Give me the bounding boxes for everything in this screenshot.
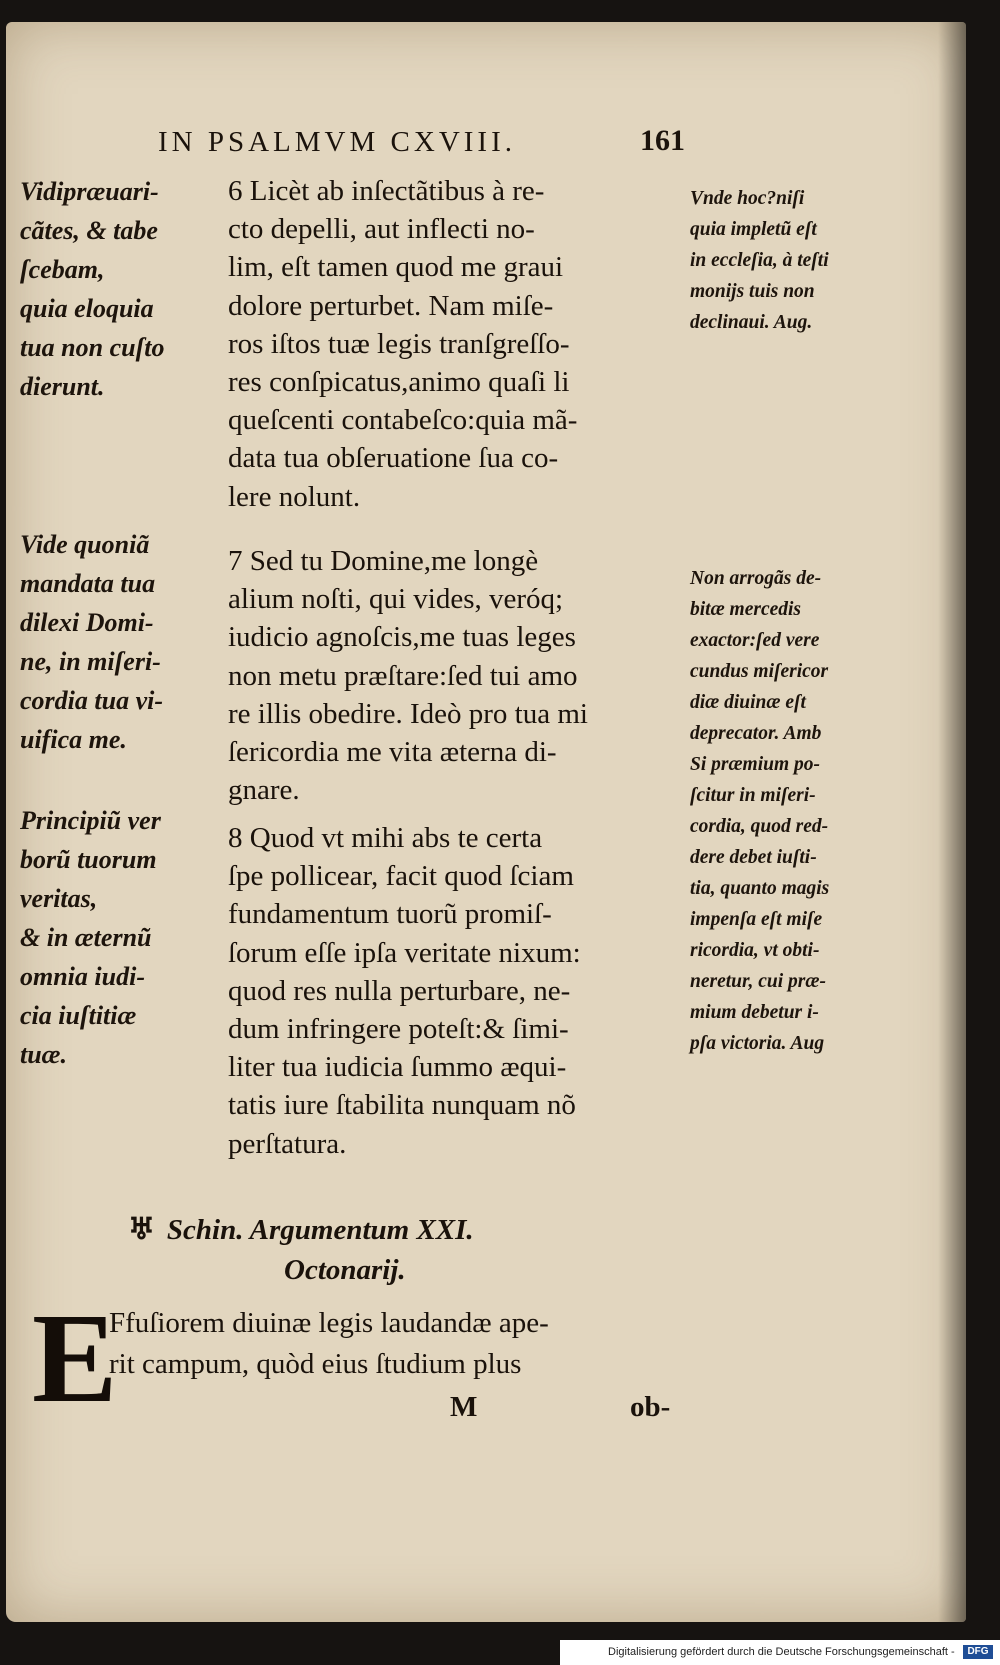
text-line: non metu præſtare:ſed tui amo	[228, 659, 578, 692]
text-line: perſtatura.	[228, 1127, 347, 1160]
digitization-footer	[560, 1640, 1000, 1665]
text-line: iudicio agnoſcis,me tuas leges	[228, 621, 576, 654]
margin-line: neretur, cui præ-	[690, 971, 826, 992]
text-line: liter tua iudicia ſummo æqui-	[228, 1051, 567, 1084]
argument-title: Schin. Argumentum XXI.	[166, 1214, 474, 1246]
margin-line: ricordia, vt obti-	[690, 940, 820, 961]
text-line: dum infringere poteſt:& ſimi-	[228, 1013, 569, 1046]
margin-line: Vidipræuari-	[20, 177, 159, 206]
margin-line: Si præmium po-	[690, 754, 821, 775]
margin-line: ne, in miſeri-	[20, 647, 161, 676]
margin-line: tia, quanto magis	[690, 878, 830, 899]
main-paragraph	[228, 542, 676, 809]
margin-line: mium debetur i-	[690, 1002, 819, 1023]
margin-line: cãtes, & tabe	[20, 216, 158, 245]
margin-line: cundus miſericor	[690, 661, 829, 682]
margin-line: mandata tua	[20, 569, 156, 598]
left-margin-note	[20, 801, 216, 1074]
text-line: res conſpicatus,animo quaſi li	[228, 366, 570, 399]
margin-line: impenſa eſt miſe	[690, 909, 823, 930]
text-line: 7 Sed tu Domine,me longè	[228, 545, 539, 577]
text-line: gnare.	[228, 774, 300, 807]
margin-line: deprecator. Amb	[690, 723, 822, 744]
margin-line: dilexi Domi-	[20, 608, 154, 637]
text-line: ſericordia me vita æterna di-	[228, 736, 557, 769]
margin-line: omnia iudi-	[20, 962, 145, 991]
margin-line: Principiũ ver	[20, 806, 161, 835]
running-head-title: IN PSALMVM CXVIII.	[158, 126, 516, 158]
text-line: 8 Quod vt mihi abs te certa	[228, 822, 543, 854]
text-line: dolore perturbet. Nam miſe-	[228, 289, 554, 322]
running-head	[6, 104, 966, 158]
margin-line: exactor:ſed vere	[690, 630, 820, 651]
text-line: rit campum, quòd eius ſtudium plus	[109, 1348, 522, 1380]
margin-line: declinaui. Aug.	[690, 312, 813, 333]
margin-line: ſcitur in miſeri-	[690, 785, 816, 806]
text-line: lim, eſt tamen quod me graui	[228, 251, 564, 284]
margin-line: Vide quoniã	[20, 530, 150, 559]
margin-line: uifica me.	[20, 725, 127, 754]
margin-line: diæ diuinæ eſt	[690, 692, 806, 713]
page-edge-shadow	[938, 22, 966, 1622]
drop-initial: E	[32, 1287, 118, 1429]
catchwords-row	[6, 1391, 966, 1431]
catchword: ob-	[630, 1391, 671, 1423]
margin-line: quia impletũ eſt	[690, 219, 817, 240]
margin-line: bitæ mercedis	[690, 599, 802, 620]
left-margin-note	[20, 525, 216, 759]
text-line: tatis iure ſtabilita nunquam nõ	[228, 1089, 576, 1122]
text-line: queſcenti contabeſco:quia mã-	[228, 404, 578, 437]
text-line: ſorum eſſe ipſa veritate nixum:	[228, 936, 581, 969]
text-line: data tua obſeruatione ſua co-	[228, 442, 559, 475]
margin-line: ſcebam,	[20, 255, 105, 284]
dfg-logo: DFG	[963, 1645, 993, 1659]
left-margin-note	[20, 172, 216, 406]
text-line: alium noſti, qui vides, veróq;	[228, 583, 564, 616]
text-line: Ffuſiorem diuinæ legis laudandæ ape-	[109, 1307, 549, 1339]
text-line: ſpe pollicear, facit quod ſciam	[228, 860, 574, 893]
right-margin-note	[690, 183, 900, 338]
fleuron-icon: ♅	[128, 1213, 155, 1246]
margin-line: cordia tua vi-	[20, 686, 163, 715]
margin-line: dierunt.	[20, 372, 105, 401]
margin-line: pſa victoria. Aug	[690, 1033, 825, 1054]
margin-line: in eccleſia, à teſti	[690, 250, 829, 271]
text-line: ros iſtos tuæ legis tranſgreſſo-	[228, 327, 570, 360]
text-line: cto depelli, aut inflecti no-	[228, 213, 535, 246]
text-line: fundamentum tuorũ promiſ-	[228, 898, 552, 931]
main-paragraph	[228, 819, 676, 1163]
margin-line: Non arrogãs de-	[690, 568, 822, 589]
argument-heading	[128, 1210, 668, 1290]
signature-mark: M	[450, 1391, 478, 1423]
margin-line: Vnde hoc?niſi	[690, 188, 805, 209]
text-line: quod res nulla perturbare, ne-	[228, 974, 571, 1007]
main-paragraph	[228, 172, 676, 516]
margin-line: tua non cuſto	[20, 333, 165, 362]
margin-line: monijs tuis non	[690, 281, 815, 302]
margin-line: quia eloquia	[20, 294, 154, 323]
text-line: lere nolunt.	[228, 480, 361, 513]
margin-line: & in æternũ	[20, 923, 152, 952]
footer-credit: Digitalisierung gefördert durch die Deutsche Forschungsgemeinschaft -	[608, 1646, 955, 1658]
final-paragraph	[109, 1303, 689, 1385]
text-line: 6 Licèt ab inſectãtibus à re-	[228, 175, 545, 207]
margin-line: cordia, quod red-	[690, 816, 829, 837]
book-page	[6, 22, 966, 1622]
margin-line: veritas,	[20, 884, 98, 913]
margin-line: cia iuſtitiæ	[20, 1001, 137, 1030]
margin-line: borũ tuorum	[20, 845, 157, 874]
text-line: re illis obedire. Ideò pro tua mi	[228, 697, 588, 730]
margin-line: dere debet iuſti-	[690, 847, 817, 868]
margin-line: tuæ.	[20, 1040, 67, 1069]
argument-subtitle: Octonarij.	[284, 1254, 406, 1286]
right-margin-note	[690, 563, 900, 1059]
folio-number: 161	[640, 124, 685, 157]
